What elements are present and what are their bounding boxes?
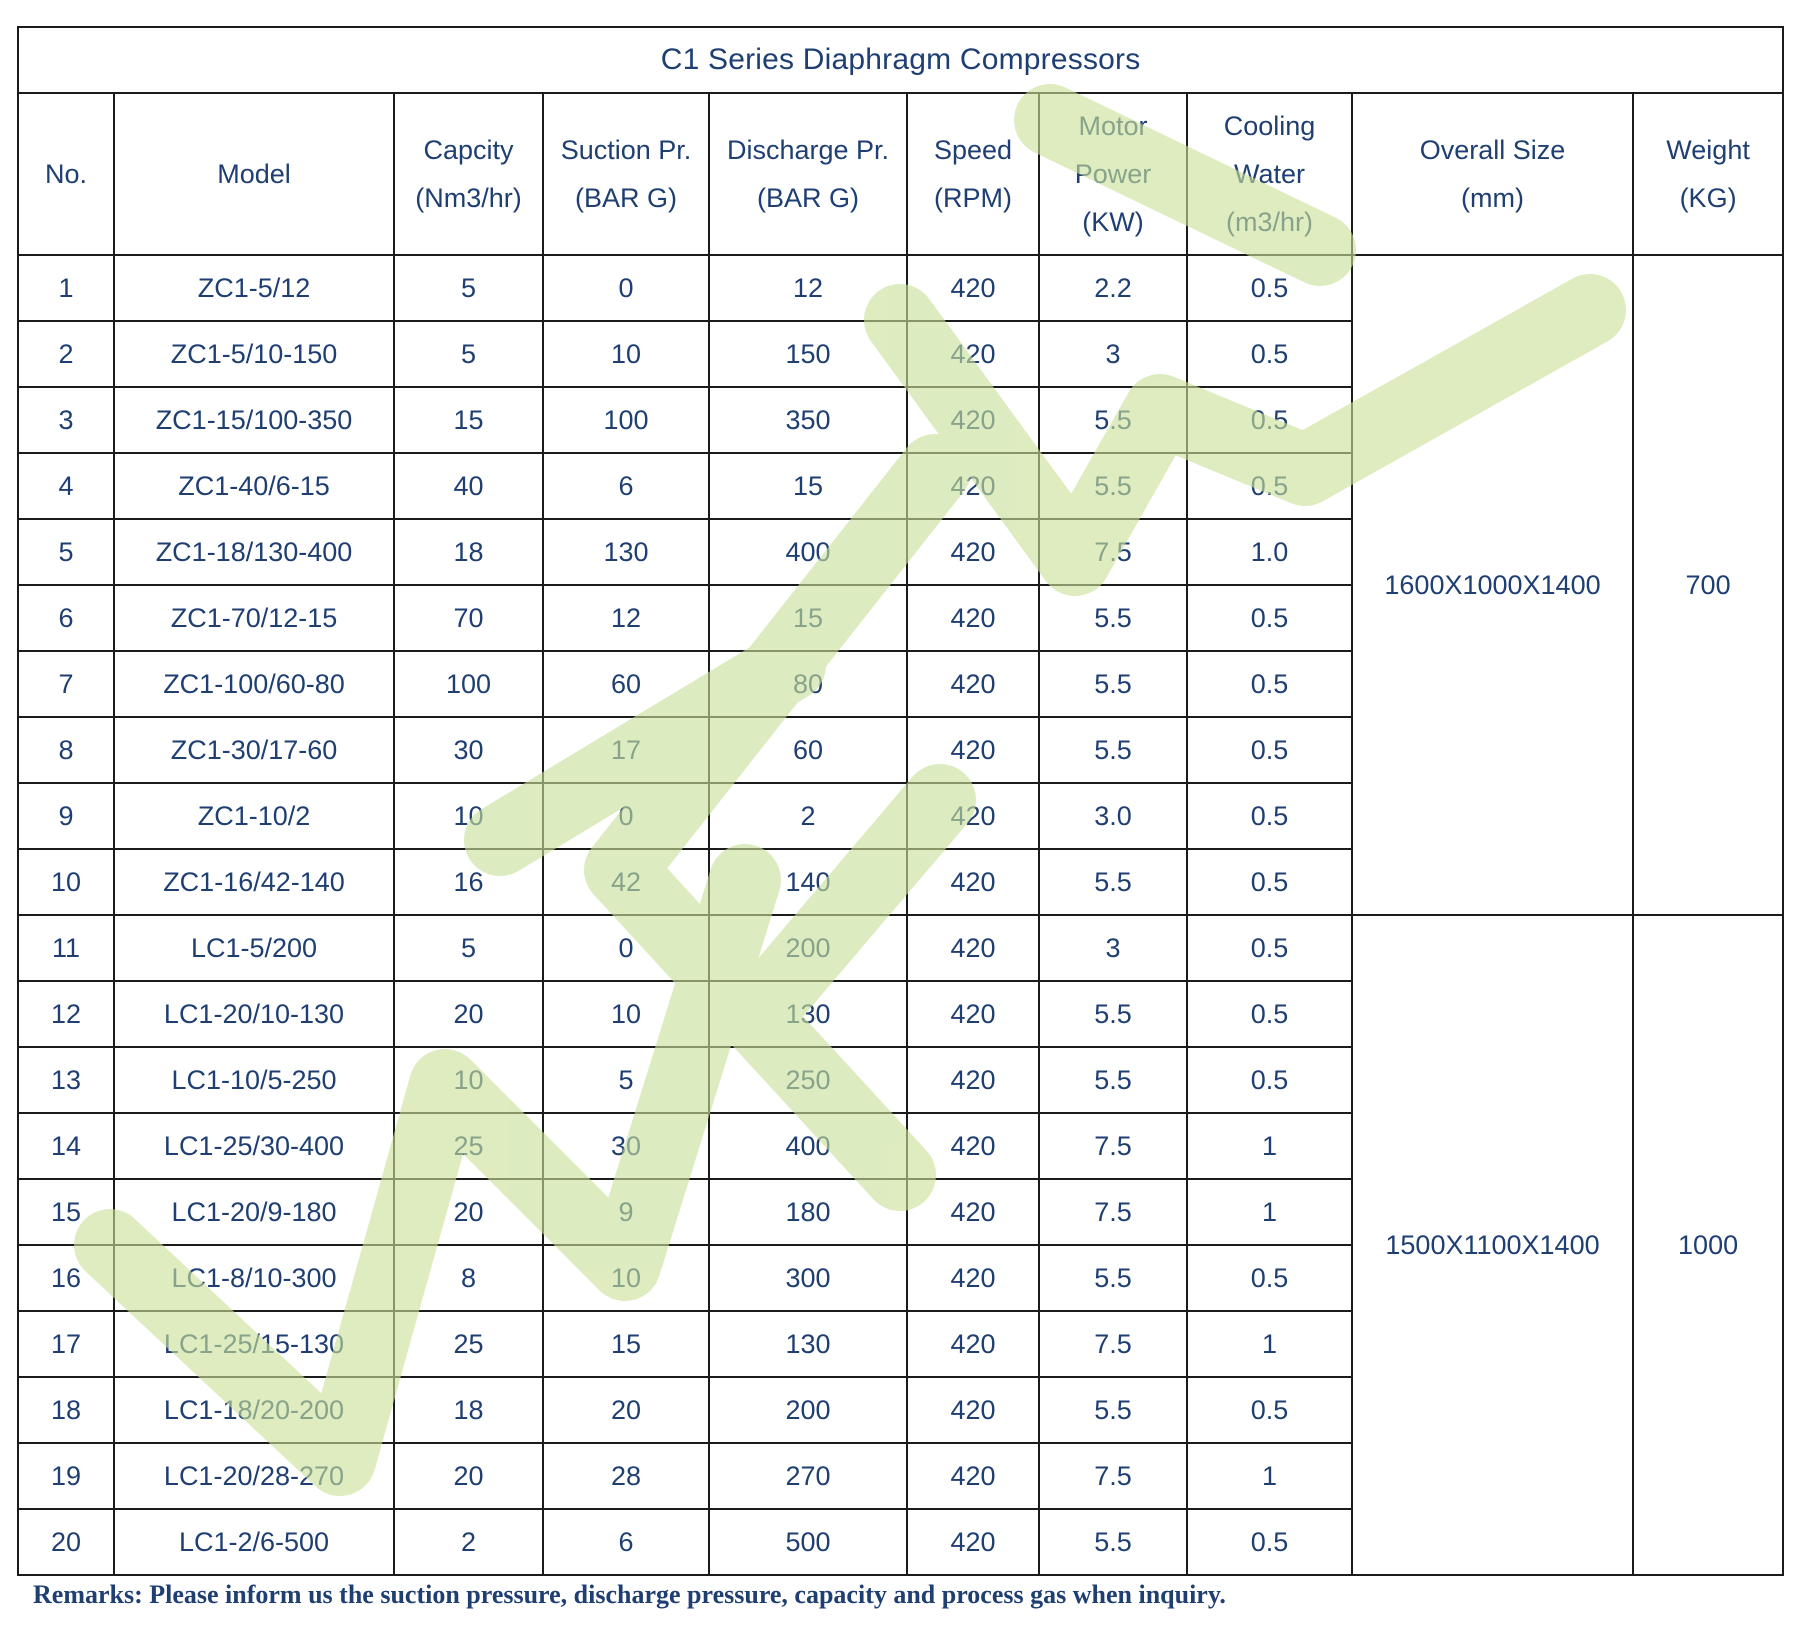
motor-power-cell: 5.5	[1039, 453, 1187, 519]
capacity-cell: 25	[394, 1113, 543, 1179]
motor-power-cell: 5.5	[1039, 585, 1187, 651]
motor-power-cell: 2.2	[1039, 255, 1187, 321]
capacity-cell: 70	[394, 585, 543, 651]
suction-pressure-cell: 0	[543, 915, 709, 981]
column-header	[114, 93, 394, 255]
discharge-pressure-cell: 270	[709, 1443, 907, 1509]
row-number: 19	[18, 1443, 114, 1509]
column-header-line: Model	[217, 159, 291, 189]
capacity-cell: 16	[394, 849, 543, 915]
speed-cell: 420	[907, 1377, 1039, 1443]
row-number: 4	[18, 453, 114, 519]
motor-power-cell: 5.5	[1039, 1047, 1187, 1113]
header-row	[18, 93, 1783, 255]
suction-pressure-cell: 6	[543, 453, 709, 519]
discharge-pressure-cell: 200	[709, 915, 907, 981]
column-header-line: (KG)	[1679, 183, 1737, 213]
speed-cell: 420	[907, 585, 1039, 651]
speed-cell: 420	[907, 321, 1039, 387]
column-header-line: (Nm3/hr)	[415, 183, 522, 213]
discharge-pressure-cell: 300	[709, 1245, 907, 1311]
discharge-pressure-cell: 500	[709, 1509, 907, 1575]
cooling-water-cell: 0.5	[1187, 783, 1352, 849]
speed-cell: 420	[907, 1509, 1039, 1575]
discharge-pressure-cell: 350	[709, 387, 907, 453]
column-header	[18, 93, 114, 255]
cooling-water-cell: 0.5	[1187, 1047, 1352, 1113]
model-cell: LC1-10/5-250	[114, 1047, 394, 1113]
column-header	[709, 93, 907, 255]
model-cell: LC1-8/10-300	[114, 1245, 394, 1311]
discharge-pressure-cell: 130	[709, 1311, 907, 1377]
discharge-pressure-cell: 200	[709, 1377, 907, 1443]
cooling-water-cell: 0.5	[1187, 585, 1352, 651]
row-number: 12	[18, 981, 114, 1047]
discharge-pressure-cell: 80	[709, 651, 907, 717]
speed-cell: 420	[907, 783, 1039, 849]
suction-pressure-cell: 12	[543, 585, 709, 651]
column-header-line: (RPM)	[934, 183, 1012, 213]
suction-pressure-cell: 130	[543, 519, 709, 585]
model-cell: ZC1-30/17-60	[114, 717, 394, 783]
speed-cell: 420	[907, 915, 1039, 981]
capacity-cell: 10	[394, 1047, 543, 1113]
cooling-water-cell: 0.5	[1187, 1377, 1352, 1443]
model-cell: LC1-2/6-500	[114, 1509, 394, 1575]
speed-cell: 420	[907, 651, 1039, 717]
model-cell: ZC1-18/130-400	[114, 519, 394, 585]
cooling-water-cell: 1	[1187, 1311, 1352, 1377]
column-header-line: Suction Pr.	[560, 135, 692, 165]
model-cell: LC1-5/200	[114, 915, 394, 981]
column-header-line: (BAR G)	[574, 183, 677, 213]
table-title: C1 Series Diaphragm Compressors	[18, 27, 1783, 93]
capacity-cell: 5	[394, 321, 543, 387]
row-number: 7	[18, 651, 114, 717]
model-cell: ZC1-5/12	[114, 255, 394, 321]
row-number: 14	[18, 1113, 114, 1179]
column-header-line: Overall Size	[1419, 135, 1566, 165]
overall-size-cell: 1600X1000X1400	[1352, 255, 1633, 915]
capacity-cell: 40	[394, 453, 543, 519]
column-header	[1039, 93, 1187, 255]
motor-power-cell: 3.0	[1039, 783, 1187, 849]
suction-pressure-cell: 20	[543, 1377, 709, 1443]
cooling-water-cell: 0.5	[1187, 1509, 1352, 1575]
discharge-pressure-cell: 60	[709, 717, 907, 783]
column-header	[1633, 93, 1783, 255]
spec-sheet	[17, 26, 1782, 1576]
speed-cell: 420	[907, 1443, 1039, 1509]
suction-pressure-cell: 10	[543, 1245, 709, 1311]
spec-table	[17, 26, 1784, 1576]
speed-cell: 420	[907, 453, 1039, 519]
model-cell: LC1-25/15-130	[114, 1311, 394, 1377]
row-number: 10	[18, 849, 114, 915]
capacity-cell: 25	[394, 1311, 543, 1377]
discharge-pressure-cell: 140	[709, 849, 907, 915]
capacity-cell: 20	[394, 1179, 543, 1245]
motor-power-cell: 5.5	[1039, 651, 1187, 717]
row-number: 15	[18, 1179, 114, 1245]
cooling-water-cell: 0.5	[1187, 849, 1352, 915]
motor-power-cell: 3	[1039, 321, 1187, 387]
capacity-cell: 30	[394, 717, 543, 783]
column-header-line: Speed	[933, 135, 1013, 165]
overall-size-cell: 1500X1100X1400	[1352, 915, 1633, 1575]
row-number: 6	[18, 585, 114, 651]
row-number: 5	[18, 519, 114, 585]
capacity-cell: 15	[394, 387, 543, 453]
cooling-water-cell: 0.5	[1187, 387, 1352, 453]
table-body	[18, 255, 1783, 1575]
column-header	[543, 93, 709, 255]
model-cell: LC1-18/20-200	[114, 1377, 394, 1443]
model-cell: LC1-20/9-180	[114, 1179, 394, 1245]
cooling-water-cell: 0.5	[1187, 321, 1352, 387]
column-header-line: Power	[1074, 159, 1152, 189]
column-header-line: Motor	[1078, 111, 1148, 141]
suction-pressure-cell: 15	[543, 1311, 709, 1377]
column-header-line: Discharge Pr.	[726, 135, 890, 165]
discharge-pressure-cell: 400	[709, 519, 907, 585]
column-header-line: (KW)	[1082, 207, 1144, 237]
row-number: 2	[18, 321, 114, 387]
column-header	[394, 93, 543, 255]
column-header-line: (BAR G)	[756, 183, 859, 213]
suction-pressure-cell: 28	[543, 1443, 709, 1509]
suction-pressure-cell: 0	[543, 255, 709, 321]
model-cell: LC1-25/30-400	[114, 1113, 394, 1179]
column-header-line: (mm)	[1461, 183, 1524, 213]
motor-power-cell: 7.5	[1039, 1113, 1187, 1179]
cooling-water-cell: 0.5	[1187, 717, 1352, 783]
weight-cell: 1000	[1633, 915, 1783, 1575]
weight-cell: 700	[1633, 255, 1783, 915]
suction-pressure-cell: 10	[543, 321, 709, 387]
model-cell: ZC1-10/2	[114, 783, 394, 849]
cooling-water-cell: 0.5	[1187, 981, 1352, 1047]
row-number: 8	[18, 717, 114, 783]
suction-pressure-cell: 6	[543, 1509, 709, 1575]
discharge-pressure-cell: 180	[709, 1179, 907, 1245]
capacity-cell: 18	[394, 1377, 543, 1443]
capacity-cell: 5	[394, 915, 543, 981]
speed-cell: 420	[907, 981, 1039, 1047]
model-cell: ZC1-70/12-15	[114, 585, 394, 651]
column-header-line: Capcity	[423, 135, 514, 165]
suction-pressure-cell: 5	[543, 1047, 709, 1113]
motor-power-cell: 7.5	[1039, 519, 1187, 585]
speed-cell: 420	[907, 1113, 1039, 1179]
suction-pressure-cell: 30	[543, 1113, 709, 1179]
motor-power-cell: 7.5	[1039, 1179, 1187, 1245]
motor-power-cell: 5.5	[1039, 981, 1187, 1047]
cooling-water-cell: 1.0	[1187, 519, 1352, 585]
motor-power-cell: 5.5	[1039, 849, 1187, 915]
row-number: 13	[18, 1047, 114, 1113]
suction-pressure-cell: 0	[543, 783, 709, 849]
column-header	[907, 93, 1039, 255]
suction-pressure-cell: 60	[543, 651, 709, 717]
discharge-pressure-cell: 2	[709, 783, 907, 849]
row-number: 20	[18, 1509, 114, 1575]
capacity-cell: 100	[394, 651, 543, 717]
row-number: 18	[18, 1377, 114, 1443]
suction-pressure-cell: 17	[543, 717, 709, 783]
suction-pressure-cell: 10	[543, 981, 709, 1047]
model-cell: ZC1-16/42-140	[114, 849, 394, 915]
speed-cell: 420	[907, 717, 1039, 783]
capacity-cell: 8	[394, 1245, 543, 1311]
row-number: 16	[18, 1245, 114, 1311]
motor-power-cell: 5.5	[1039, 1245, 1187, 1311]
discharge-pressure-cell: 12	[709, 255, 907, 321]
speed-cell: 420	[907, 519, 1039, 585]
motor-power-cell: 5.5	[1039, 717, 1187, 783]
suction-pressure-cell: 9	[543, 1179, 709, 1245]
speed-cell: 420	[907, 1047, 1039, 1113]
motor-power-cell: 7.5	[1039, 1443, 1187, 1509]
row-number: 9	[18, 783, 114, 849]
capacity-cell: 5	[394, 255, 543, 321]
column-header	[1352, 93, 1633, 255]
discharge-pressure-cell: 15	[709, 585, 907, 651]
speed-cell: 420	[907, 1311, 1039, 1377]
table-row	[18, 255, 1783, 321]
discharge-pressure-cell: 15	[709, 453, 907, 519]
motor-power-cell: 3	[1039, 915, 1187, 981]
speed-cell: 420	[907, 255, 1039, 321]
motor-power-cell: 5.5	[1039, 1377, 1187, 1443]
row-number: 11	[18, 915, 114, 981]
cooling-water-cell: 1	[1187, 1443, 1352, 1509]
speed-cell: 420	[907, 1245, 1039, 1311]
suction-pressure-cell: 42	[543, 849, 709, 915]
column-header	[1187, 93, 1352, 255]
model-cell: ZC1-15/100-350	[114, 387, 394, 453]
column-header-line: (m3/hr)	[1226, 207, 1313, 237]
motor-power-cell: 5.5	[1039, 1509, 1187, 1575]
motor-power-cell: 5.5	[1039, 387, 1187, 453]
column-header-line: Cooling	[1223, 111, 1316, 141]
speed-cell: 420	[907, 387, 1039, 453]
model-cell: ZC1-40/6-15	[114, 453, 394, 519]
capacity-cell: 20	[394, 1443, 543, 1509]
suction-pressure-cell: 100	[543, 387, 709, 453]
model-cell: LC1-20/28-270	[114, 1443, 394, 1509]
speed-cell: 420	[907, 849, 1039, 915]
discharge-pressure-cell: 400	[709, 1113, 907, 1179]
capacity-cell: 18	[394, 519, 543, 585]
column-header-line: No.	[44, 159, 88, 189]
row-number: 3	[18, 387, 114, 453]
model-cell: ZC1-5/10-150	[114, 321, 394, 387]
model-cell: LC1-20/10-130	[114, 981, 394, 1047]
model-cell: ZC1-100/60-80	[114, 651, 394, 717]
cooling-water-cell: 1	[1187, 1113, 1352, 1179]
cooling-water-cell: 0.5	[1187, 1245, 1352, 1311]
row-number: 1	[18, 255, 114, 321]
capacity-cell: 2	[394, 1509, 543, 1575]
cooling-water-cell: 0.5	[1187, 453, 1352, 519]
discharge-pressure-cell: 130	[709, 981, 907, 1047]
discharge-pressure-cell: 150	[709, 321, 907, 387]
capacity-cell: 20	[394, 981, 543, 1047]
motor-power-cell: 7.5	[1039, 1311, 1187, 1377]
cooling-water-cell: 0.5	[1187, 651, 1352, 717]
table-row	[18, 915, 1783, 981]
row-number: 17	[18, 1311, 114, 1377]
capacity-cell: 10	[394, 783, 543, 849]
column-header-line: Water	[1233, 159, 1305, 189]
cooling-water-cell: 1	[1187, 1179, 1352, 1245]
remarks-note: Remarks: Please inform us the suction pressure, discharge pressure, capacity and process gas when inquiry.	[33, 1580, 1226, 1609]
cooling-water-cell: 0.5	[1187, 255, 1352, 321]
column-header-line: Weight	[1666, 135, 1750, 165]
discharge-pressure-cell: 250	[709, 1047, 907, 1113]
speed-cell: 420	[907, 1179, 1039, 1245]
cooling-water-cell: 0.5	[1187, 915, 1352, 981]
